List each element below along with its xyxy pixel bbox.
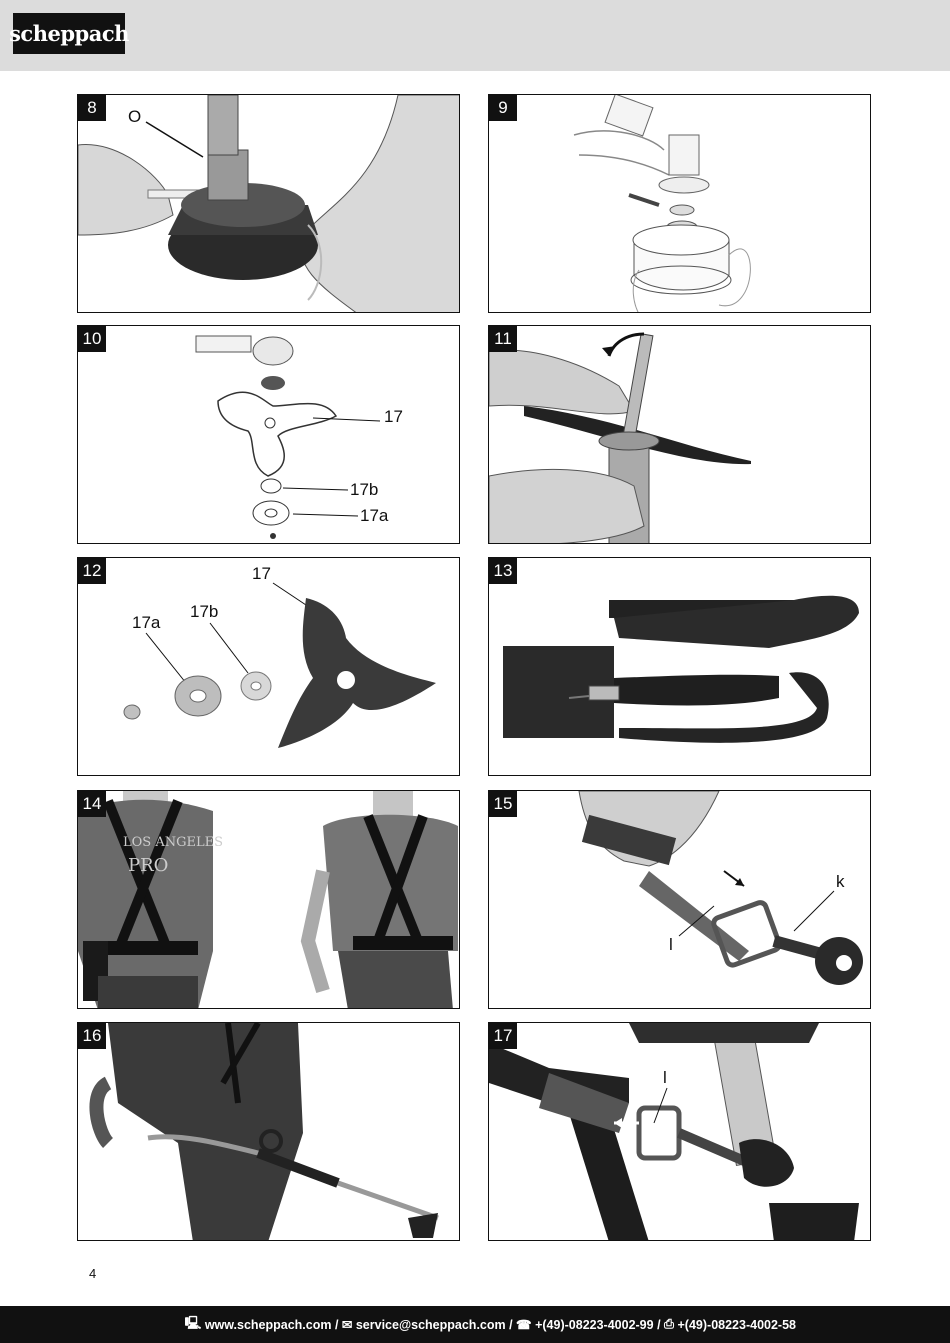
figure-10: [77, 325, 460, 544]
figure-17: [488, 1022, 871, 1241]
harness-hook-photo: [489, 791, 871, 1009]
footer-separator: /: [505, 1317, 517, 1332]
part-label-17b: 17b: [350, 480, 379, 499]
part-label-17a: 17a: [132, 613, 161, 632]
trimmer-head-assembly-drawing: [489, 95, 871, 313]
blade-tightening-photo: [489, 326, 871, 544]
figure-12: [77, 557, 460, 776]
footer-separator: /: [331, 1317, 342, 1332]
part-label-17a: 17a: [360, 506, 389, 525]
footer-phone: +(49)-08223-4002-99: [535, 1317, 654, 1332]
figure-number: 14: [78, 791, 106, 817]
figure-13: [488, 557, 871, 776]
part-label-17b: 17b: [190, 602, 219, 621]
svg-text:LOS ANGELES: LOS ANGELES: [123, 835, 223, 850]
figure-number: 10: [78, 326, 106, 352]
footer-separator: /: [653, 1317, 665, 1332]
figure-number: 15: [489, 791, 517, 817]
footer-email: service@scheppach.com: [355, 1317, 506, 1332]
figure-14: [77, 790, 460, 1009]
figure-number: 11: [489, 326, 517, 352]
envelope-icon: ✉: [341, 1318, 356, 1332]
page-header: [0, 0, 950, 71]
footer-fax: +(49)-08223-4002-58: [677, 1317, 796, 1332]
part-label-k: k: [836, 872, 845, 891]
figure-11: [488, 325, 871, 544]
figure-number: 16: [78, 1023, 106, 1049]
part-label-o: O: [128, 107, 142, 126]
page-number: 4: [89, 1266, 97, 1281]
part-label-17: 17: [384, 407, 403, 426]
scheppach-logo: scheppach: [13, 13, 125, 54]
harness-clip-attach-photo: [489, 1023, 871, 1241]
blade-assembly-drawing: [78, 326, 460, 544]
trimmer-head-photo: [78, 95, 460, 313]
part-label-l: l: [669, 935, 673, 954]
figure-9: [488, 94, 871, 313]
figure-number: 12: [78, 558, 106, 584]
figure-number: 13: [489, 558, 517, 584]
trimmer-carry-photo: [78, 1023, 460, 1241]
harness-photo: [489, 558, 871, 776]
page-footer: [0, 1306, 950, 1343]
figure-15: [488, 790, 871, 1009]
footer-web: www.scheppach.com: [204, 1317, 332, 1332]
telephone-icon: ☎: [516, 1318, 536, 1332]
blade-parts-photo: [78, 558, 460, 776]
figure-16: [77, 1022, 460, 1241]
figure-8: [77, 94, 460, 313]
figure-number: 8: [78, 95, 106, 121]
figure-number: 9: [489, 95, 517, 121]
computer-icon: 🖳: [184, 1316, 205, 1330]
harness-worn-photo: [78, 791, 460, 1009]
part-label-l: l: [663, 1068, 667, 1087]
fax-icon: ⎙: [664, 1317, 678, 1331]
figure-number: 17: [489, 1023, 517, 1049]
part-label-17: 17: [252, 564, 271, 583]
svg-text:PRO: PRO: [128, 855, 169, 876]
